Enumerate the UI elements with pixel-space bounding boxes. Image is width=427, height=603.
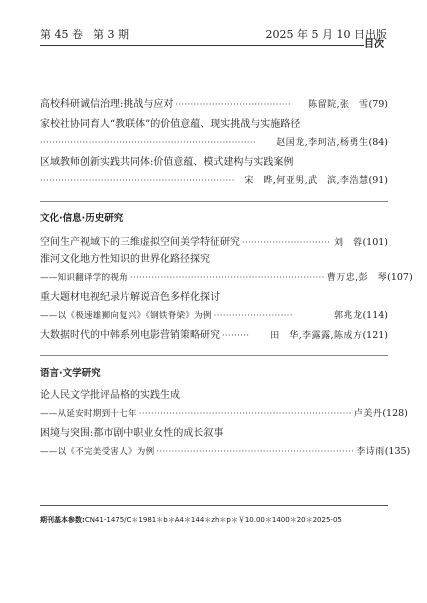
toc-entry[interactable] <box>40 390 408 420</box>
section-title: 文化·信息·历史研究 <box>40 213 124 224</box>
toc-entry[interactable] <box>40 254 413 284</box>
article-title: 困境与突围:都市剧中职业女性的成长叙事 <box>40 428 224 439</box>
article-subtitle: ——以《极速雄狮向复兴》《钢铁脊梁》为例 <box>40 311 212 321</box>
article-title: 大数据时代的中韩系列电影营销策略研究 <box>40 330 220 341</box>
article-title: 区域教师创新实践共同体:价值意蕴、模式建构与实践案例 <box>40 157 294 168</box>
section-title: 语言·文学研究 <box>40 368 101 379</box>
article-page: (79) <box>368 99 388 110</box>
article-subtitle: ——知识翻译学的视角 <box>40 273 129 283</box>
toc-entry[interactable] <box>40 428 411 458</box>
toc-entry[interactable] <box>40 157 388 187</box>
toc-entry[interactable] <box>40 237 388 249</box>
contents-label: 目次 <box>364 39 384 50</box>
header-rule <box>40 45 364 46</box>
article-authors: 卢美丹 <box>353 409 383 419</box>
leader-dots: ································································ <box>130 273 325 282</box>
article-title: 重大题材电视纪录片解说音色多样化探讨 <box>40 292 220 303</box>
article-authors: 宋 晔,何亚男,武 滨,李浩慧 <box>244 176 369 186</box>
journal-parameters: 期刊基本参数:CN41-1475/C＊1981＊b＊A4＊144＊zh＊p＊￥10.00＊1400＊20＊2025-05 <box>40 516 342 524</box>
leader-dots: ······································ <box>175 100 292 109</box>
issue-date: 2025 年 5 月 10 日出版 <box>265 28 387 41</box>
article-page: (107) <box>387 272 413 283</box>
article-title: 家校社协同育人“教联体”的价值意蕴、现实挑战与实施路径 <box>40 119 301 130</box>
toc-entry[interactable] <box>40 330 388 342</box>
article-authors: 刘 蓉 <box>333 238 363 248</box>
article-authors: 曹万忠,彭 琴 <box>326 273 388 283</box>
article-title: 淮河文化地方性知识的世界化路径探究 <box>40 254 210 265</box>
footer-rule <box>40 505 388 506</box>
article-page: (114) <box>362 310 388 321</box>
leader-dots: ································································· <box>156 447 355 456</box>
leader-dots: ·························· <box>213 311 293 320</box>
article-page: (128) <box>382 408 408 419</box>
toc-entry[interactable] <box>40 119 388 149</box>
toc-entry[interactable] <box>40 292 388 322</box>
article-page: (121) <box>362 330 388 341</box>
toc-entry[interactable] <box>40 99 388 111</box>
article-page: (135) <box>384 446 411 457</box>
article-authors: 田 华,李露露,陈成方 <box>270 331 363 341</box>
article-authors: 赵国龙,李珂洁,杨勇生 <box>276 138 369 148</box>
article-title: 论人民文学批评品格的实践生成 <box>40 390 180 401</box>
leader-dots: ································································ <box>40 176 235 185</box>
leader-dots: ······································································· <box>40 138 257 147</box>
article-page: (101) <box>362 237 388 248</box>
leader-dots: ········· <box>222 331 250 340</box>
article-authors: 郭兆龙 <box>333 311 363 321</box>
leader-dots: ····························· <box>242 238 331 247</box>
article-title: 空间生产视域下的三维虚拟空间美学特征研究 <box>40 237 240 248</box>
article-subtitle: ——以《不完美受害人》为例 <box>40 447 155 457</box>
article-subtitle: ——从延安时期到十七年 <box>40 409 137 419</box>
issue-volume-number: 第 45 卷 第 3 期 <box>40 28 129 41</box>
article-title: 高校科研诚信治理:挑战与应对 <box>40 99 174 110</box>
article-authors: 陈留院,张 雪 <box>308 100 369 110</box>
article-page: (91) <box>368 175 388 186</box>
section-divider <box>40 201 388 202</box>
article-page: (84) <box>368 137 388 148</box>
article-authors: 李诗雨 <box>356 447 385 457</box>
leader-dots: ······································································ <box>138 409 352 418</box>
section-divider <box>40 355 388 356</box>
